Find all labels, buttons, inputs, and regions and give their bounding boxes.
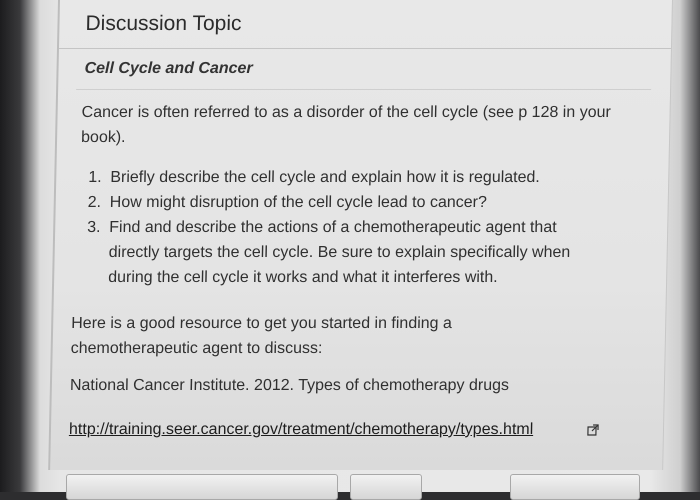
list-item-text: Find and describe the actions of a chemotherapeutic agent that directly targets the cell cycle. Be sure to explain specifically when during the cell cycle it works and what it interferes with.	[108, 219, 571, 286]
title-divider	[59, 48, 671, 49]
list-item	[86, 215, 603, 290]
discussion-panel	[48, 0, 673, 470]
chemotherapy-types-link[interactable]: http://training.seer.cancer.gov/treatment/chemotherapy/types.html	[68, 421, 534, 438]
list-number: 2.	[87, 194, 102, 211]
question-list	[86, 165, 604, 290]
list-item-text: Briefly describe the cell cycle and explain how it is regulated.	[110, 169, 541, 186]
list-number: 1.	[88, 169, 102, 186]
list-number: 3.	[87, 219, 101, 236]
list-item-text: How might disruption of the cell cycle lead to cancer?	[109, 194, 488, 211]
citation-text: National Cancer Institute. 2012. Types of chemotherapy drugs	[69, 377, 510, 394]
subtitle-divider	[76, 89, 651, 90]
topic-subtitle: Cell Cycle and Cancer	[84, 60, 253, 77]
action-button[interactable]	[350, 474, 422, 500]
list-item	[87, 190, 603, 215]
reply-box[interactable]	[66, 474, 338, 500]
list-item	[88, 165, 604, 190]
page-title: Discussion Topic	[85, 12, 242, 35]
resource-paragraph: Here is a good resource to get you started in finding a chemotherapeutic agent to discuss:	[70, 315, 453, 357]
external-link-icon[interactable]	[587, 424, 599, 436]
intro-paragraph: Cancer is often referred to as a disorder of the cell cycle (see p 128 in your book).	[80, 104, 611, 146]
action-button[interactable]	[510, 474, 640, 500]
